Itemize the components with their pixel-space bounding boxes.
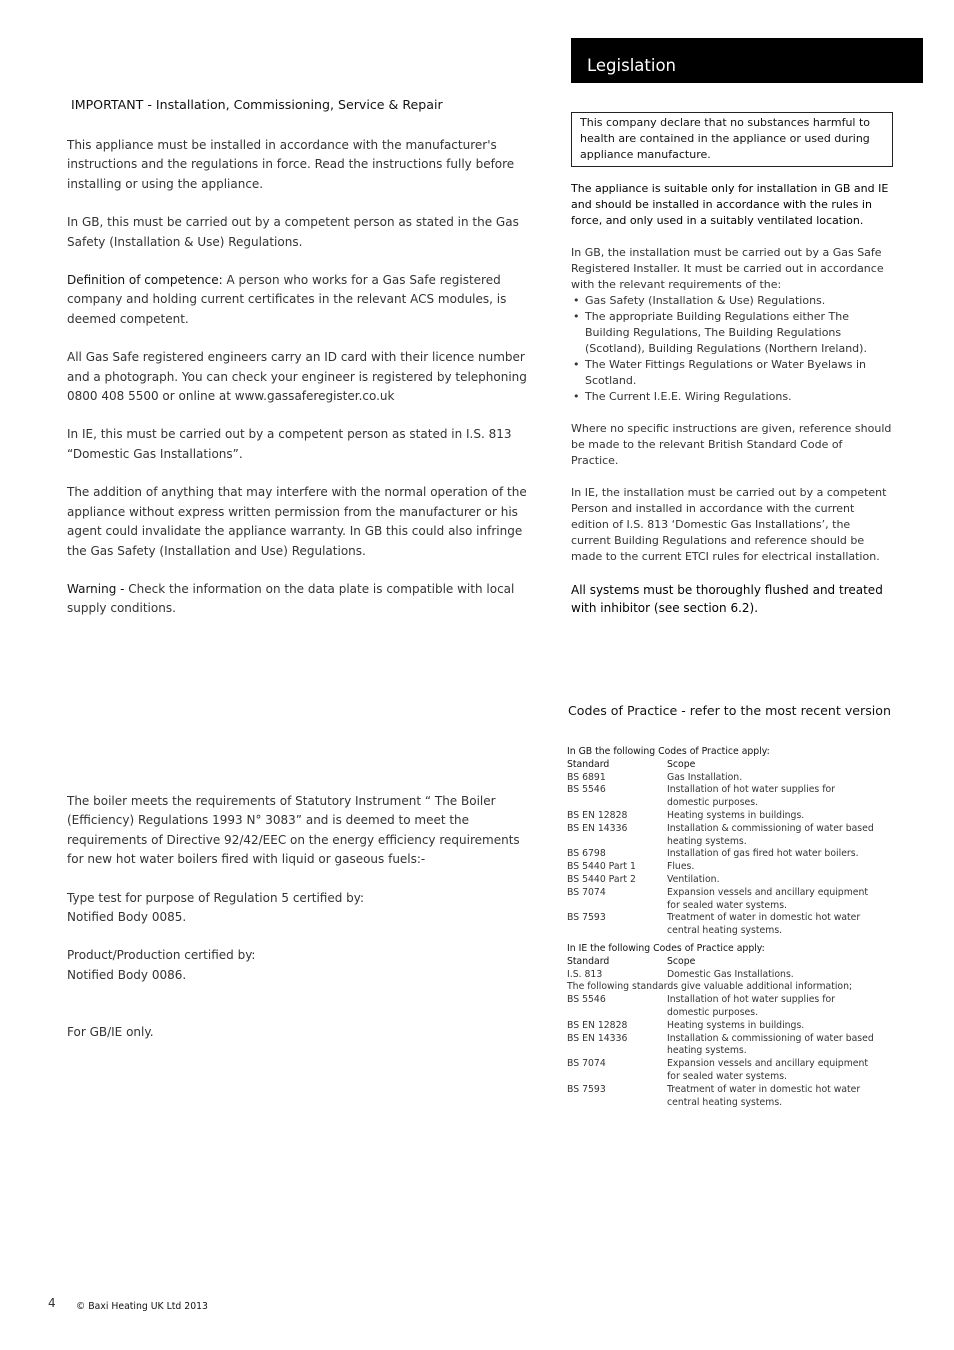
ie-additional-note: The following standards give valuable additional information; xyxy=(567,981,853,993)
standard-scope: Installation & commissioning of water based heating systems. xyxy=(667,1032,874,1057)
standard-scope: Installation & commissioning of water based heating systems. xyxy=(667,822,874,847)
competence-label: Definition of competence: xyxy=(67,273,223,288)
column-standard: Standard xyxy=(567,758,610,770)
standard-code: BS 6798 xyxy=(567,848,606,860)
table-row xyxy=(567,1058,877,1084)
ie-installation-paragraph: In IE, the installation must be carried out by a competent Person and installed in accordance with the current edition of I.S. 813 ‘Domestic Gas Installations’, the current Building Regulations and reference should be made to the current ETCI rules for electrical installation. xyxy=(571,486,887,563)
ie-codes-header xyxy=(567,956,877,969)
legislation-section xyxy=(571,181,893,617)
competence-paragraph xyxy=(67,271,537,329)
table-row xyxy=(567,874,877,887)
column-scope: Scope xyxy=(667,955,696,967)
standard-scope: Ventilation. xyxy=(667,873,720,885)
efficiency-paragraph: The boiler meets the requirements of Statutory Instrument “ The Boiler (Efficiency) Regulations 1993 N° 3083” and is deemed to meet the requirements of Directive 92/42/EEC on the energy efficiency requirements for new hot water boilers fired with liquid or gaseous fuels:- xyxy=(67,794,520,867)
table-row xyxy=(567,848,877,861)
column-standard: Standard xyxy=(567,955,610,967)
ie-codes-intro: In IE the following Codes of Practice apply: xyxy=(567,942,765,954)
declaration-text: This company declare that no substances harmful to health are contained in the appliance or used during appliance manufacture. xyxy=(580,116,871,161)
flush-paragraph: All systems must be thoroughly flushed and treated with inhibitor (see section 6.2). xyxy=(571,583,883,615)
suitability-paragraph: The appliance is suitable only for installation in GB and IE and should be installed in accordance with the rules in force, and only used in a suitably ventilated location. xyxy=(571,182,889,227)
standard-code: I.S. 813 xyxy=(567,968,603,980)
list-item: • The Water Fittings Regulations or Water Byelaws in Scotland. xyxy=(571,357,893,389)
standard-scope: Flues. xyxy=(667,861,695,873)
standard-code: BS EN 14336 xyxy=(567,1032,628,1044)
install-paragraph: This appliance must be installed in accordance with the manufacturer's instructions and the regulations in force. Read the instructions fully before installing or using the appliance. xyxy=(67,138,515,191)
page-number: 4 xyxy=(48,1296,56,1310)
standard-code: BS 5440 Part 2 xyxy=(567,873,636,885)
ie-codes-table xyxy=(567,994,877,1109)
warranty-paragraph: The addition of anything that may interfere with the normal operation of the appliance without express written permission from the manufacturer or his agent could invalidate the appliance warranty. In GB this could also infringe the Gas Safety (Installation and Use) Regulations. xyxy=(67,485,527,558)
standard-code: BS 7074 xyxy=(567,886,606,898)
column-scope: Scope xyxy=(667,758,696,770)
gb-codes-intro: In GB the following Codes of Practice apply: xyxy=(567,746,770,757)
gb-codes-header xyxy=(567,759,877,772)
gb-regulations-list xyxy=(571,293,893,405)
table-row xyxy=(567,1084,877,1110)
standard-code: BS 7593 xyxy=(567,912,606,924)
declaration-box xyxy=(571,112,893,167)
warning-paragraph xyxy=(67,580,537,619)
standard-code: BS 5546 xyxy=(567,994,606,1006)
list-item: • The Current I.E.E. Wiring Regulations. xyxy=(571,389,893,405)
notified-body-0085: Notified Body 0085. xyxy=(67,910,187,925)
standard-code: BS 7593 xyxy=(567,1083,606,1095)
important-heading: IMPORTANT - Installation, Commissioning, Service & Repair xyxy=(71,97,443,112)
gb-installation-paragraph: In GB, the installation must be carried out by a Gas Safe Registered Installer. It must be carried out in accordance with the relevant requirements of the: xyxy=(571,246,884,291)
table-row xyxy=(567,1033,877,1059)
standard-code: BS EN 14336 xyxy=(567,822,628,834)
efficiency-section xyxy=(67,792,537,1043)
standard-code: BS EN 12828 xyxy=(567,809,628,821)
type-test-line: Type test for purpose of Regulation 5 certified by: xyxy=(67,890,365,905)
standard-scope: Treatment of water in domestic hot water central heating systems. xyxy=(667,912,861,937)
section-title: Legislation xyxy=(587,56,677,75)
standard-scope: Treatment of water in domestic hot water central heating systems. xyxy=(667,1083,861,1108)
notified-body-0086: Notified Body 0086. xyxy=(67,967,187,982)
gas-safe-contact: 0800 408 5500 or online at www.gassaferegister.co.uk xyxy=(67,389,395,404)
table-row xyxy=(567,772,877,785)
standard-scope: Expansion vessels and ancillary equipment for sealed water systems. xyxy=(667,886,869,911)
table-row xyxy=(567,784,877,810)
standard-scope: Heating systems in buildings. xyxy=(667,809,805,821)
table-row xyxy=(567,1020,877,1033)
standard-scope: Installation of hot water supplies for domestic purposes. xyxy=(667,994,835,1018)
warning-label: Warning - xyxy=(67,581,129,596)
standard-scope: Installation of hot water supplies for domestic purposes. xyxy=(667,784,835,809)
codes-of-practice xyxy=(567,746,877,1109)
table-row xyxy=(567,994,877,1020)
gas-safe-text: All Gas Safe registered engineers carry an ID card with their licence number and a photograph. You can check your engineer is registered by telephoning xyxy=(67,350,527,384)
competence-text: A person who works for a Gas Safe registered company and holding current certificates in the relevant ACS modules, is deemed competent. xyxy=(67,273,507,326)
gb-competent-paragraph: In GB, this must be carried out by a competent person as stated in the Gas Safety (Installation & Use) Regulations. xyxy=(67,215,519,249)
standard-scope: Domestic Gas Installations. xyxy=(667,968,794,980)
table-row xyxy=(567,887,877,913)
standard-scope: Gas Installation. xyxy=(667,771,743,783)
table-row xyxy=(567,861,877,874)
gb-ie-only: For GB/IE only. xyxy=(67,1025,154,1040)
standard-scope: Installation of gas fired hot water boilers. xyxy=(667,848,859,860)
production-line: Product/Production certified by: xyxy=(67,948,256,963)
codes-heading: Codes of Practice - refer to the most recent version xyxy=(568,703,891,718)
warning-text: Check the information on the data plate is compatible with local supply conditions. xyxy=(67,581,515,616)
list-item: • Gas Safety (Installation & Use) Regulations. xyxy=(571,293,893,309)
table-row xyxy=(567,810,877,823)
type-test-paragraph xyxy=(67,889,537,928)
important-section xyxy=(67,136,537,619)
gb-codes-table xyxy=(567,772,877,938)
no-specific-paragraph: Where no specific instructions are given, reference should be made to the relevant British Standard Code of Practice. xyxy=(571,422,892,467)
production-paragraph xyxy=(67,946,537,985)
standard-code: BS 5440 Part 1 xyxy=(567,861,636,873)
table-row xyxy=(567,969,877,982)
table-row xyxy=(567,912,877,938)
standard-code: BS 5546 xyxy=(567,784,606,796)
copyright: © Baxi Heating UK Ltd 2013 xyxy=(76,1301,208,1312)
standard-scope: Expansion vessels and ancillary equipment for sealed water systems. xyxy=(667,1058,869,1082)
ie-competent-paragraph: In IE, this must be carried out by a competent person as stated in I.S. 813 “Domestic Gas Installations”. xyxy=(67,427,512,461)
gas-safe-paragraph xyxy=(67,348,537,406)
standard-code: BS 7074 xyxy=(567,1058,606,1070)
table-row xyxy=(567,823,877,849)
list-item: • The appropriate Building Regulations either The Building Regulations, The Building Regulations (Scotland), Building Regulations (Northern Ireland). xyxy=(571,309,893,357)
standard-scope: Heating systems in buildings. xyxy=(667,1019,805,1031)
section-title-bar xyxy=(571,38,923,83)
standard-code: BS 6891 xyxy=(567,771,606,783)
standard-code: BS EN 12828 xyxy=(567,1019,628,1031)
